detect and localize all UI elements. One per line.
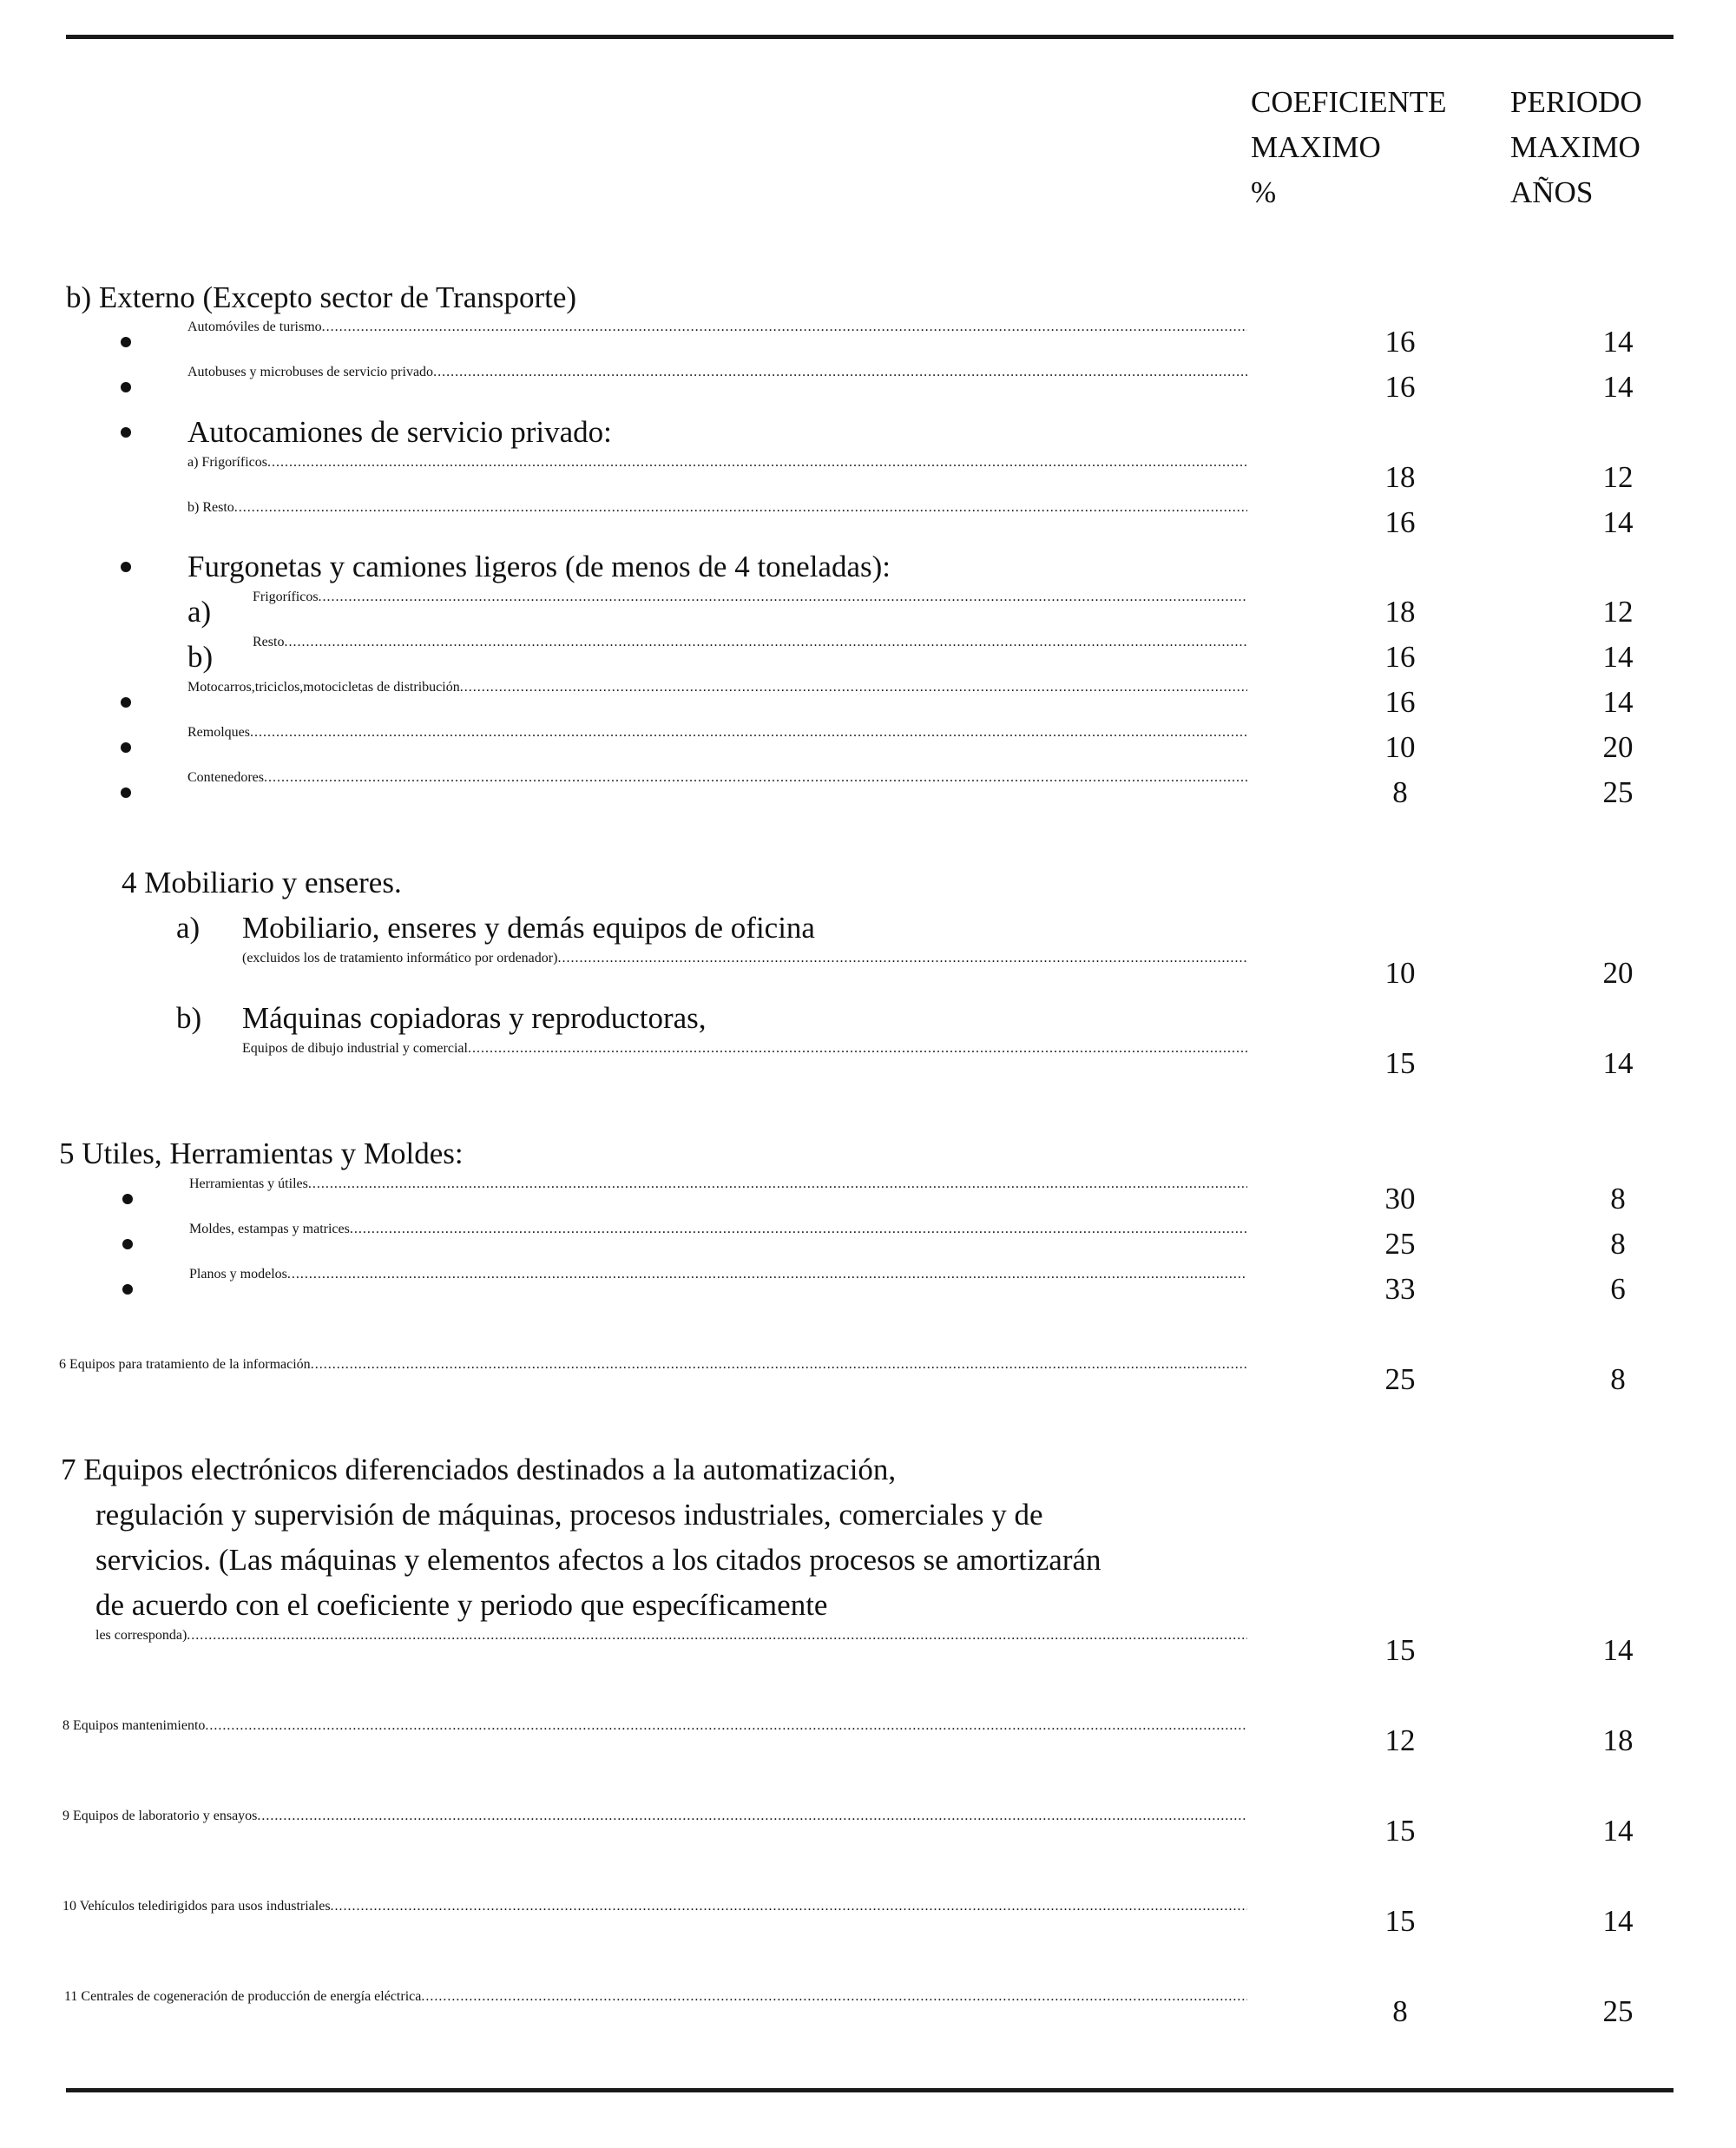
header-coef-line: % <box>1251 175 1277 209</box>
row-label: Motocarros,triciclos,motocicletas de distribución <box>187 680 460 695</box>
period-value: 14 <box>1602 1904 1634 1938</box>
period-value: 14 <box>1602 505 1634 539</box>
bullet-icon <box>121 697 131 708</box>
period-value: 14 <box>1602 1046 1634 1080</box>
leader-dots <box>311 1357 1247 1373</box>
row-planos <box>189 1267 1247 1312</box>
row-herramientas <box>189 1176 1247 1222</box>
row-automoviles <box>187 320 1247 365</box>
leader-dots <box>257 1809 1247 1824</box>
row-label: Equipos de dibujo industrial y comercial <box>242 1041 468 1056</box>
row-item7 <box>95 1628 1247 1673</box>
period-value: 14 <box>1602 685 1634 719</box>
header-coeficiente <box>1251 80 1447 215</box>
leader-dots <box>187 1628 1247 1644</box>
top-rule <box>66 35 1674 39</box>
period-value: 8 <box>1610 1227 1626 1261</box>
leader-dots <box>234 500 1247 516</box>
row-motocarros <box>187 680 1247 725</box>
leader-dots <box>331 1899 1247 1914</box>
header-coef-line: MAXIMO <box>1251 130 1381 164</box>
period-value: 25 <box>1602 1994 1634 2028</box>
row-item9 <box>62 1809 1247 1854</box>
period-value: 14 <box>1602 640 1634 674</box>
leader-dots <box>322 320 1247 335</box>
row-label: Remolques <box>187 725 250 740</box>
row-label: 10 Vehículos teledirigidos para usos industriales <box>62 1899 331 1914</box>
coef-value: 8 <box>1392 775 1408 809</box>
period-value: 25 <box>1602 775 1634 809</box>
period-value: 14 <box>1602 370 1634 404</box>
row-label: Resto <box>253 635 285 649</box>
leader-dots <box>433 365 1247 380</box>
row-remolques <box>187 725 1247 770</box>
leader-dots <box>267 455 1247 471</box>
coef-value: 25 <box>1384 1227 1416 1261</box>
leader-dots <box>308 1176 1247 1192</box>
row-label: Planos y modelos <box>189 1267 287 1282</box>
coef-value: 33 <box>1384 1272 1416 1306</box>
row-autocamiones: Autocamiones de servicio privado: <box>187 415 612 449</box>
header-period-line: MAXIMO <box>1510 130 1641 164</box>
list-marker: b) <box>187 640 214 674</box>
list-marker: b) <box>176 1001 202 1035</box>
row-item10 <box>62 1899 1247 1944</box>
leader-dots <box>468 1041 1247 1057</box>
leader-dots <box>284 635 1247 650</box>
bullet-icon <box>121 562 131 572</box>
period-value: 14 <box>1602 1633 1634 1667</box>
row-mobiliario-a-line1: Mobiliario, enseres y demás equipos de oficina <box>242 911 815 945</box>
row-label: les corresponda) <box>95 1628 187 1643</box>
row-label: 6 Equipos para tratamiento de la información <box>59 1357 311 1372</box>
coef-value: 16 <box>1384 325 1416 359</box>
row-label: b) Resto <box>187 500 234 515</box>
row-label: (excluidos los de tratamiento informático por ordenador) <box>242 951 558 965</box>
period-value: 6 <box>1610 1272 1626 1306</box>
row-mobiliario-b <box>242 1041 1247 1086</box>
coef-value: 15 <box>1384 1904 1416 1938</box>
row-item7-line2: regulación y supervisión de máquinas, procesos industriales, comerciales y de <box>95 1498 1043 1532</box>
header-coef-line: COEFICIENTE <box>1251 85 1447 119</box>
coef-value: 16 <box>1384 505 1416 539</box>
row-autobuses <box>187 365 1247 410</box>
bullet-icon <box>122 1239 133 1249</box>
leader-dots <box>205 1718 1247 1734</box>
row-item7-line1: 7 Equipos electrónicos diferenciados destinados a la automatización, <box>61 1453 897 1486</box>
bullet-icon <box>122 1284 133 1295</box>
leader-dots <box>460 680 1247 695</box>
bullet-icon <box>121 742 131 753</box>
coef-value: 18 <box>1384 460 1416 494</box>
row-autocamiones-frigorificos <box>187 455 1247 500</box>
coef-value: 15 <box>1384 1046 1416 1080</box>
row-item6 <box>59 1357 1247 1402</box>
period-value: 14 <box>1602 1814 1634 1848</box>
list-marker: a) <box>176 911 201 945</box>
row-moldes <box>189 1222 1247 1267</box>
row-autocamiones-resto <box>187 500 1247 545</box>
period-value: 20 <box>1602 956 1634 990</box>
leader-dots <box>264 770 1247 786</box>
row-mobiliario-b-line1: Máquinas copiadoras y reproductoras, <box>242 1001 707 1035</box>
period-value: 18 <box>1602 1723 1634 1757</box>
period-value: 8 <box>1610 1362 1626 1396</box>
leader-dots <box>250 725 1247 741</box>
header-period-line: AÑOS <box>1510 175 1594 209</box>
bullet-icon <box>121 382 131 392</box>
coef-value: 15 <box>1384 1814 1416 1848</box>
leader-dots <box>421 1989 1247 2005</box>
row-mobiliario-a <box>242 951 1247 996</box>
period-value: 14 <box>1602 325 1634 359</box>
row-furgonetas-resto <box>253 635 1247 680</box>
section-heading-utiles: 5 Utiles, Herramientas y Moldes: <box>59 1137 464 1170</box>
coef-value: 10 <box>1384 956 1416 990</box>
row-label: Herramientas y útiles <box>189 1176 308 1191</box>
leader-dots <box>287 1267 1247 1282</box>
list-marker: a) <box>187 595 212 629</box>
period-value: 8 <box>1610 1182 1626 1216</box>
row-label: Automóviles de turismo <box>187 320 322 334</box>
coef-value: 8 <box>1392 1994 1408 2028</box>
row-item7-line4: de acuerdo con el coeficiente y periodo que específicamente <box>95 1588 828 1622</box>
row-furgonetas-frigorificos <box>253 590 1247 635</box>
bottom-rule <box>66 2088 1674 2092</box>
section-heading-externo: b) Externo (Excepto sector de Transporte) <box>66 280 577 314</box>
row-item11 <box>64 1989 1247 2034</box>
row-label: Frigoríficos <box>253 590 319 604</box>
row-label: Autobuses y microbuses de servicio privado <box>187 365 434 379</box>
coef-value: 10 <box>1384 730 1416 764</box>
bullet-icon <box>122 1194 133 1204</box>
coef-value: 16 <box>1384 685 1416 719</box>
row-label: a) Frigoríficos <box>187 455 267 470</box>
bullet-icon <box>121 427 131 438</box>
row-item8 <box>62 1718 1247 1763</box>
row-label: 9 Equipos de laboratorio y ensayos <box>62 1809 258 1823</box>
row-label: 8 Equipos mantenimiento <box>62 1718 206 1733</box>
coef-value: 12 <box>1384 1723 1416 1757</box>
row-contenedores <box>187 770 1247 815</box>
row-furgonetas: Furgonetas y camiones ligeros (de menos de 4 toneladas): <box>187 550 891 583</box>
coef-value: 30 <box>1384 1182 1416 1216</box>
period-value: 20 <box>1602 730 1634 764</box>
leader-dots <box>319 590 1247 605</box>
row-label: Moldes, estampas y matrices <box>189 1222 350 1236</box>
coef-value: 18 <box>1384 595 1416 629</box>
row-item7-line3: servicios. (Las máquinas y elementos afectos a los citados procesos se amortizarán <box>95 1543 1101 1577</box>
header-period-line: PERIODO <box>1510 85 1642 119</box>
leader-dots <box>557 951 1247 966</box>
coef-value: 25 <box>1384 1362 1416 1396</box>
period-value: 12 <box>1602 460 1634 494</box>
row-label: Contenedores <box>187 770 264 785</box>
coef-value: 16 <box>1384 370 1416 404</box>
coef-value: 16 <box>1384 640 1416 674</box>
bullet-icon <box>121 337 131 347</box>
row-label: 11 Centrales de cogeneración de producción de energía eléctrica <box>64 1989 422 2004</box>
header-periodo <box>1510 80 1642 215</box>
bullet-icon <box>121 787 131 798</box>
coef-value: 15 <box>1384 1633 1416 1667</box>
section-heading-mobiliario: 4 Mobiliario y enseres. <box>122 866 402 899</box>
period-value: 12 <box>1602 595 1634 629</box>
leader-dots <box>350 1222 1247 1237</box>
